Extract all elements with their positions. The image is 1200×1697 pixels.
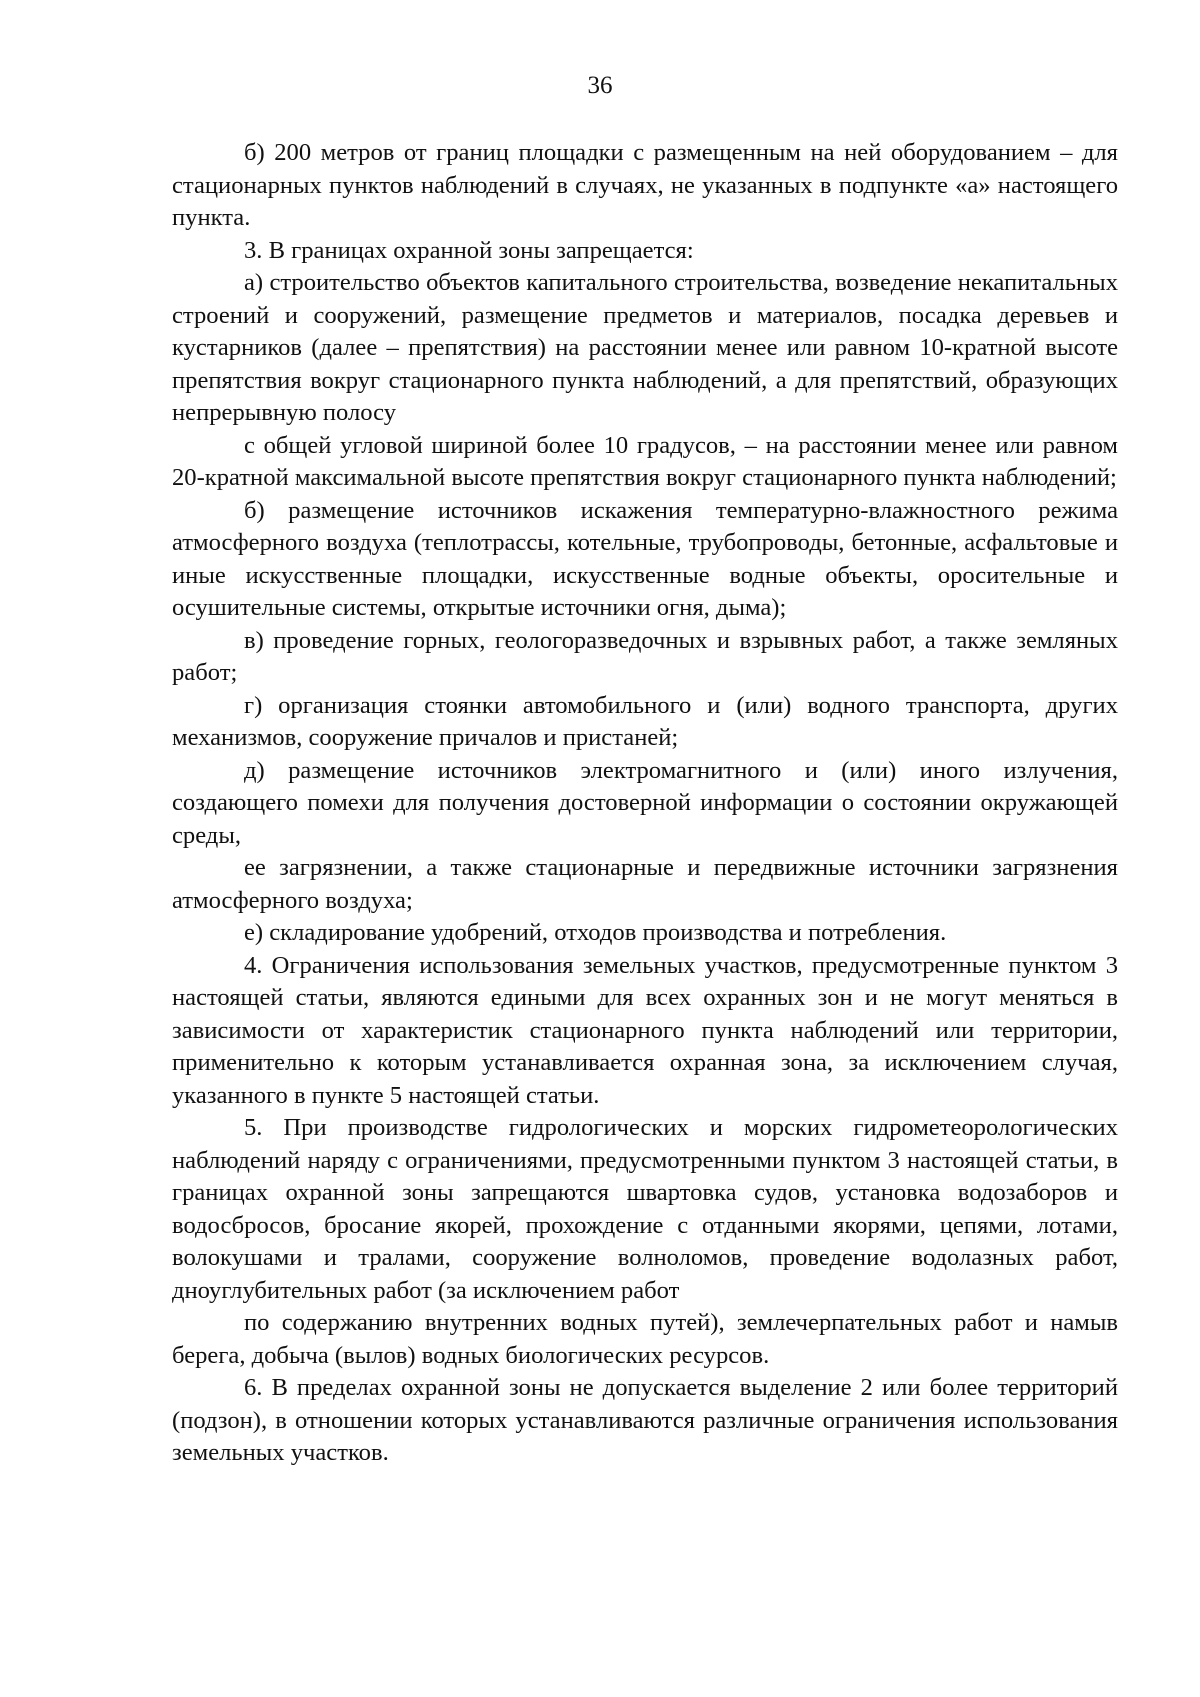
paragraph-item-6: 6. В пределах охранной зоны не допускается выделение 2 или более территорий (подзон), в отношении которых устанавливаются различные ограничения использования земельных участков. — [172, 1374, 1118, 1466]
paragraph-3a-continued: с общей угловой шириной более 10 градусов, – на расстоянии менее или равном 20-кратной максимальной высоте препятствия вокруг стационарного пункта наблюдений; — [172, 431, 1118, 491]
paragraph-item-4: 4. Ограничения использования земельных участков, предусмотренные пунктом 3 настоящей статьи, являются едиными для всех охранных зон и не могут меняться в зависимости от характеристик стационарного пункта наблюдений или территории, применительно к которым устанавливается охранная зона, за исключением случая, указанного в пункте 5 настоящей статьи. — [172, 951, 1118, 1109]
paragraph-3v: в) проведение горных, геологоразведочных и взрывных работ, а также земляных работ; — [172, 626, 1118, 686]
paragraph-3b: б) размещение источников искажения температурно-влажностного режима атмосферного воздуха (теплотрассы, котельные, трубопроводы, бетонные, асфальтовые и иные искусственные площадки, искусственные водные объекты, оросительные и осушительные системы, открытые источники огня, дыма); — [172, 496, 1118, 621]
paragraph-3d: д) размещение источников электромагнитного и (или) иного излучения, создающего помехи для получения достоверной информации о состоянии окружающей среды, — [172, 756, 1118, 849]
paragraph-item-5: 5. При производстве гидрологических и морских гидрометеорологических наблюдений наряду с ограничениями, предусмотренными пунктом 3 настоящей статьи, в границах охранной зоны запрещаются швартовка судов, установка водозаборов и водосбросов, бросание якорей, прохождение с отданными якорями, цепями, лотами, волокушами и тралами, сооружение волноломов, проведение водолазных работ, дноуглубительных работ (за исключением работ — [172, 1114, 1118, 1304]
document-body — [172, 137, 1118, 1470]
paragraph-3a: а) строительство объектов капитального строительства, возведение некапитальных строений и сооружений, размещение предметов и материалов, посадка деревьев и кустарников (далее – препятствия) на расстоянии менее или равном 10-кратной высоте препятствия вокруг стационарного пункта наблюдений, а для препятствий, образующих непрерывную полосу — [172, 269, 1118, 426]
paragraph-item-5-continued: по содержанию внутренних водных путей), землечерпательных работ и намыв берега, добыча (вылов) водных биологических ресурсов. — [172, 1309, 1118, 1369]
paragraph-3g: г) организация стоянки автомобильного и (или) водного транспорта, других механизмов, сооружение причалов и пристаней; — [172, 691, 1118, 751]
paragraph-3d-continued: ее загрязнении, а также стационарные и передвижные источники загрязнения атмосферного воздуха; — [172, 854, 1118, 914]
paragraph-item-3: 3. В границах охранной зоны запрещается: — [244, 236, 694, 264]
page-number: 36 — [587, 72, 613, 99]
paragraph-b-200m: б) 200 метров от границ площадки с размещенным на ней оборудованием – для стационарных пунктов наблюдений в случаях, не указанных в подпункте «а» настоящего пункта. — [172, 139, 1118, 231]
paragraph-3e: е) складирование удобрений, отходов производства и потребления. — [244, 919, 947, 946]
